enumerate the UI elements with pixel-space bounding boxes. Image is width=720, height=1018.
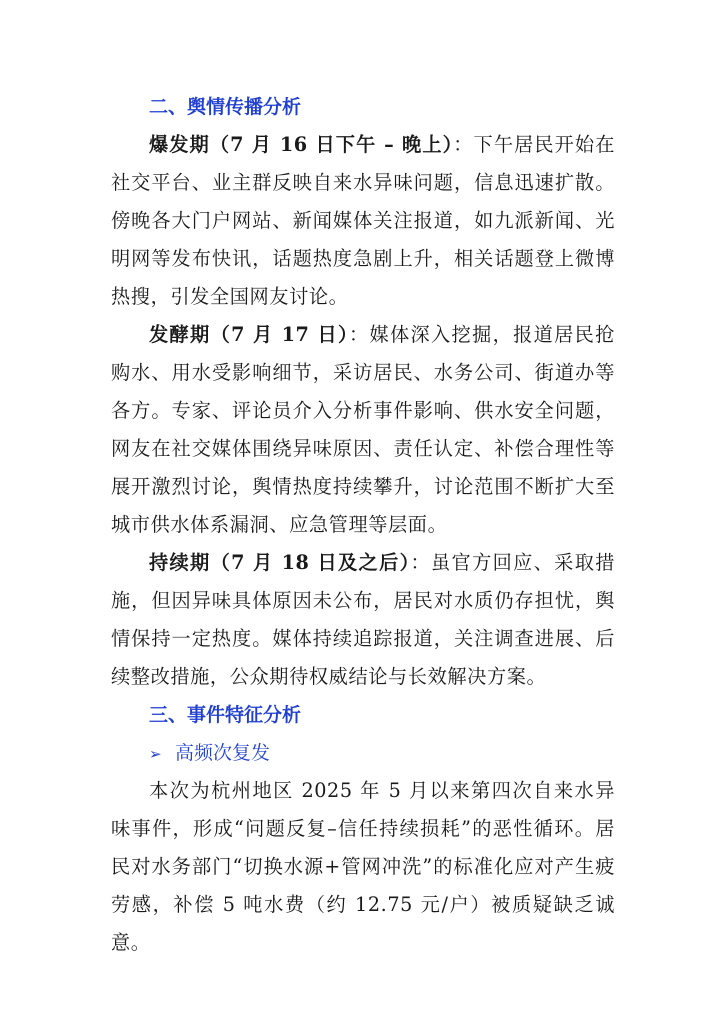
phase-title-ferment: 发酵期（7 月 17 日）	[149, 323, 349, 346]
bullet-high-frequency	[111, 734, 615, 772]
phase-text-sustain: ：虽官方回应、采取措施，但因异味具体原因未公布，居民对水质仍存担忧，舆情保持一定热度。媒体持续追踪报道，关注调查进展、后续整改措施，公众期待权威结论与长效解决方案。	[111, 551, 615, 688]
paragraph-ferment-phase	[111, 316, 615, 544]
paragraph-outbreak-phase	[111, 126, 615, 316]
phase-text-ferment: ：媒体深入挖掘，报道居民抢购水、用水受影响细节，采访居民、水务公司、街道办等各方。专家、评论员介入分析事件影响、供水安全问题，网友在社交媒体围绕异味原因、责任认定、补偿合理性等展开激烈讨论，舆情热度持续攀升，讨论范围不断扩大至城市供水体系漏洞、应急管理等层面。	[111, 323, 615, 536]
phase-title-sustain: 持续期（7 月 18 日及之后）	[149, 551, 411, 574]
bullet-label: 高频次复发	[175, 742, 271, 764]
paragraph-high-frequency: 本次为杭州地区 2025 年 5 月以来第四次自来水异味事件，形成“问题反复–信任持续损耗”的恶性循环。居民对水务部门“切换水源+管网冲洗”的标准化应对产生疲劳感，补偿 5 吨水费（约 12.75 元/户）被质疑缺乏诚意。	[111, 779, 615, 954]
section-heading-characteristics: 三、事件特征分析	[149, 704, 302, 726]
paragraph-sustain-phase	[111, 544, 615, 696]
phase-title-outbreak: 爆发期（7 月 16 日下午 – 晚上）	[149, 133, 454, 156]
document-page	[111, 88, 615, 962]
arrow-bullet-icon: ➢	[149, 745, 162, 763]
section-heading-propagation: 二、舆情传播分析	[149, 96, 302, 118]
phase-text-outbreak: ：下午居民开始在社交平台、业主群反映自来水异味问题，信息迅速扩散。傍晚各大门户网站、新闻媒体关注报道，如九派新闻、光明网等发布快讯，话题热度急剧上升，相关话题登上微博热搜，引发全国网友讨论。	[111, 133, 615, 308]
